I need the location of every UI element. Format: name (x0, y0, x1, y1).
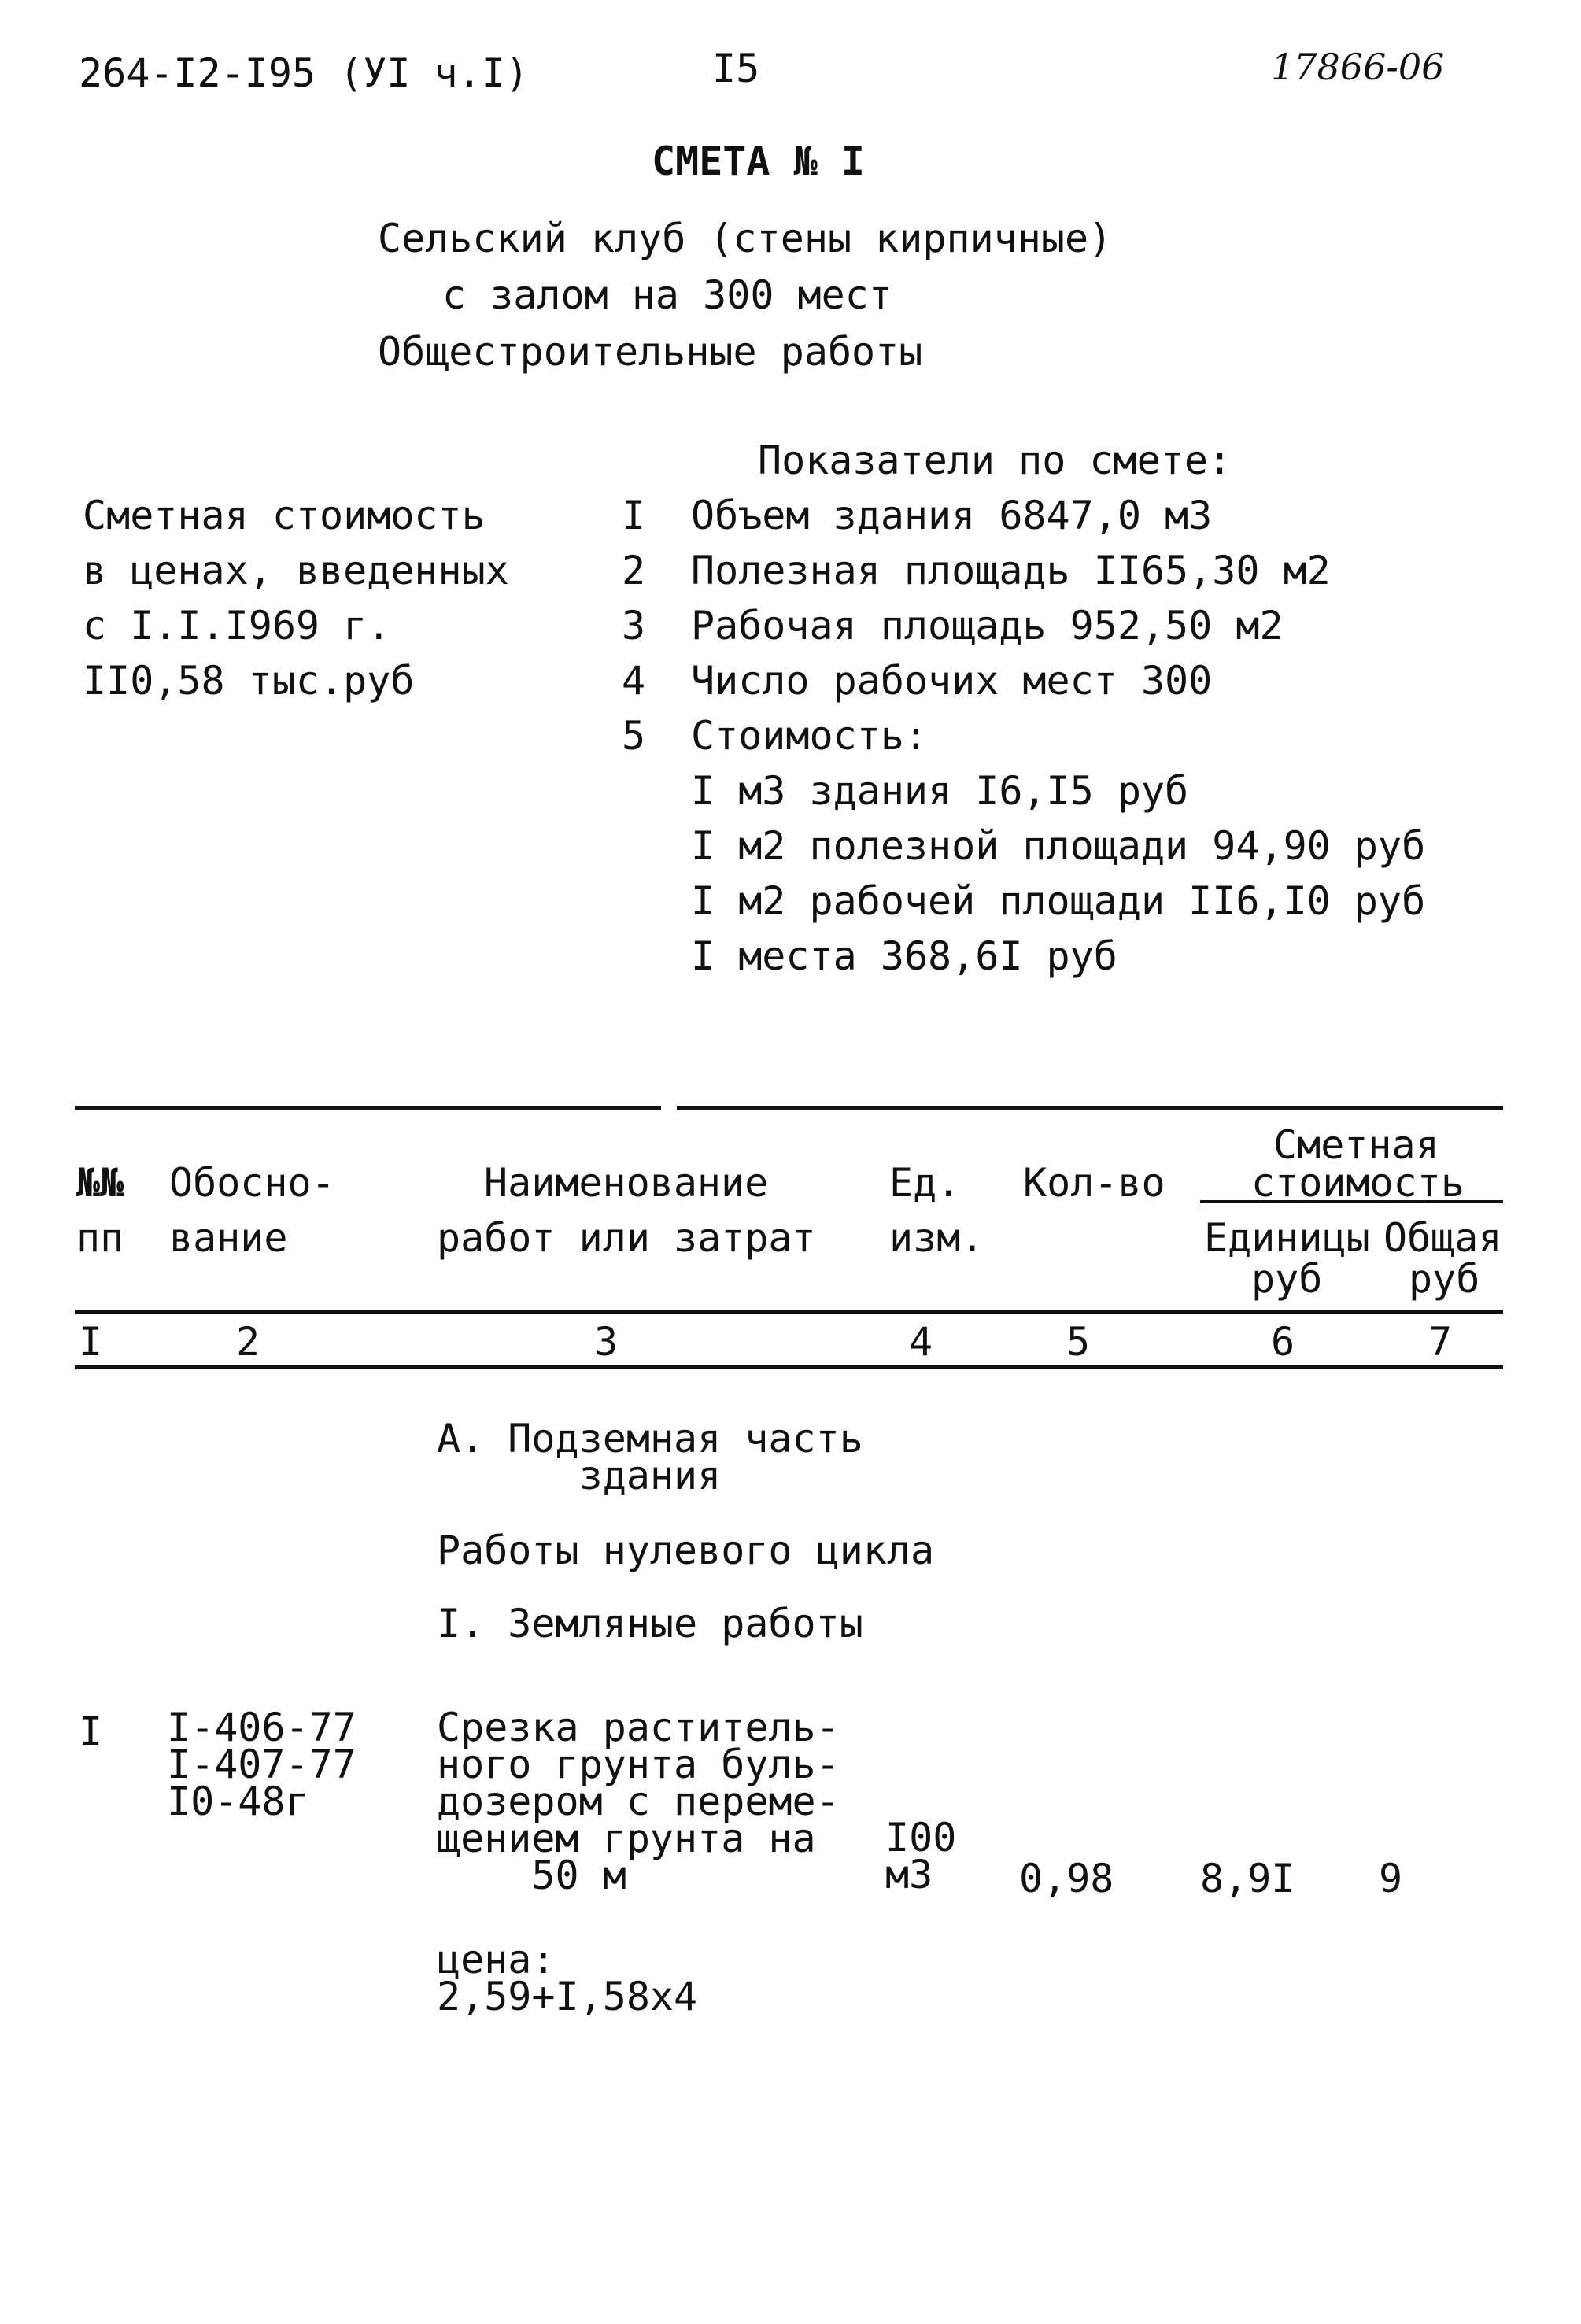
cost-line: с I.I.I969 г. (83, 603, 391, 648)
estimate-heading: СМЕТА № I (652, 139, 865, 184)
title-line-2: с залом на 300 мест (442, 272, 892, 318)
row-unit-cost: 8,9I (1200, 1856, 1295, 1901)
cost-indicator: I м2 рабочей площади II6,I0 руб (691, 878, 1426, 924)
indicator-number: I (622, 493, 646, 538)
row-unit: I00 м3 (885, 1815, 957, 1897)
cost-line: в ценах, введенных (83, 548, 509, 593)
section-1-heading: I. Земляные работы (437, 1601, 863, 1646)
header-basis-sub: вание (169, 1215, 288, 1261)
row-number: I (79, 1709, 103, 1754)
column-number: 4 (909, 1319, 933, 1365)
header-unit: Ед. (889, 1160, 961, 1206)
header-unit-cost-currency: руб (1251, 1256, 1323, 1302)
table-top-rule-right (677, 1106, 1503, 1110)
header-total-cost-currency: руб (1409, 1256, 1480, 1302)
column-number: I (79, 1319, 103, 1365)
row-basis: I-406-77 I-407-77 I0-48г (167, 1705, 356, 1824)
column-number: 3 (594, 1319, 619, 1365)
indicator-text: Рабочая площадь 952,50 м2 (691, 603, 1284, 648)
section-a-heading: А. Подземная часть здания (437, 1416, 863, 1498)
header-name: Наименование (484, 1160, 769, 1206)
indicator-text: Объем здания 6847,0 м3 (691, 493, 1213, 538)
header-cost-group: Сметная (1273, 1122, 1439, 1168)
column-number: 6 (1271, 1319, 1295, 1365)
column-numbers-rule (75, 1365, 1503, 1369)
header-unit-cost: Единицы (1204, 1215, 1370, 1261)
row-work-name: Срезка раститель- ного грунта буль- дозером с переме- щением грунта на 50 м (437, 1705, 840, 1898)
table-header-bottom-rule (75, 1310, 1503, 1314)
column-number: 7 (1428, 1319, 1453, 1365)
indicator-number: 5 (622, 713, 646, 759)
header-row-number: №№ (76, 1160, 124, 1206)
column-number: 5 (1066, 1319, 1091, 1365)
price-formula: 2,59+I,58х4 (437, 1974, 698, 2019)
indicator-number: 3 (622, 603, 646, 648)
header-cost-group-sub: стоимость (1251, 1160, 1465, 1206)
column-number: 2 (236, 1319, 260, 1365)
cost-total: II0,58 тыс.руб (83, 658, 415, 704)
cost-indicator: I м2 полезной площади 94,90 руб (691, 823, 1426, 869)
indicator-number: 4 (622, 658, 646, 704)
row-quantity: 0,98 (1019, 1856, 1114, 1901)
header-name-sub: работ или затрат (437, 1215, 816, 1261)
indicator-text: Стоимость: (691, 713, 929, 759)
row-total-cost: 9 (1379, 1856, 1403, 1901)
cost-indicator: I места 368,6I руб (691, 933, 1117, 979)
indicators-heading: Показатели по смете: (758, 438, 1232, 483)
indicator-text: Полезная площадь II65,30 м2 (691, 548, 1331, 593)
header-unit-sub: изм. (889, 1215, 984, 1261)
page-number: I5 (712, 46, 760, 91)
title-line-1: Сельский клуб (стены кирпичные) (378, 216, 1113, 261)
indicator-text: Число рабочих мест 300 (691, 658, 1213, 704)
indicator-number: 2 (622, 548, 646, 593)
cost-line: Сметная стоимость (83, 493, 486, 538)
table-top-rule-left (75, 1106, 661, 1110)
header-total-cost: Общая (1383, 1215, 1502, 1261)
header-quantity: Кол-во (1023, 1160, 1165, 1206)
document-code: 264-I2-I95 (УI ч.I) (79, 50, 529, 96)
price-label: цена: (437, 1937, 556, 1982)
header-basis: Обосно- (169, 1160, 335, 1206)
cost-indicator: I м3 здания I6,I5 руб (691, 768, 1189, 814)
header-row-number-sub: пп (76, 1215, 124, 1261)
title-line-3: Общестроительные работы (378, 329, 923, 375)
handwritten-archive-number: 17866-06 (1271, 46, 1445, 88)
subsection-heading: Работы нулевого цикла (437, 1528, 935, 1573)
